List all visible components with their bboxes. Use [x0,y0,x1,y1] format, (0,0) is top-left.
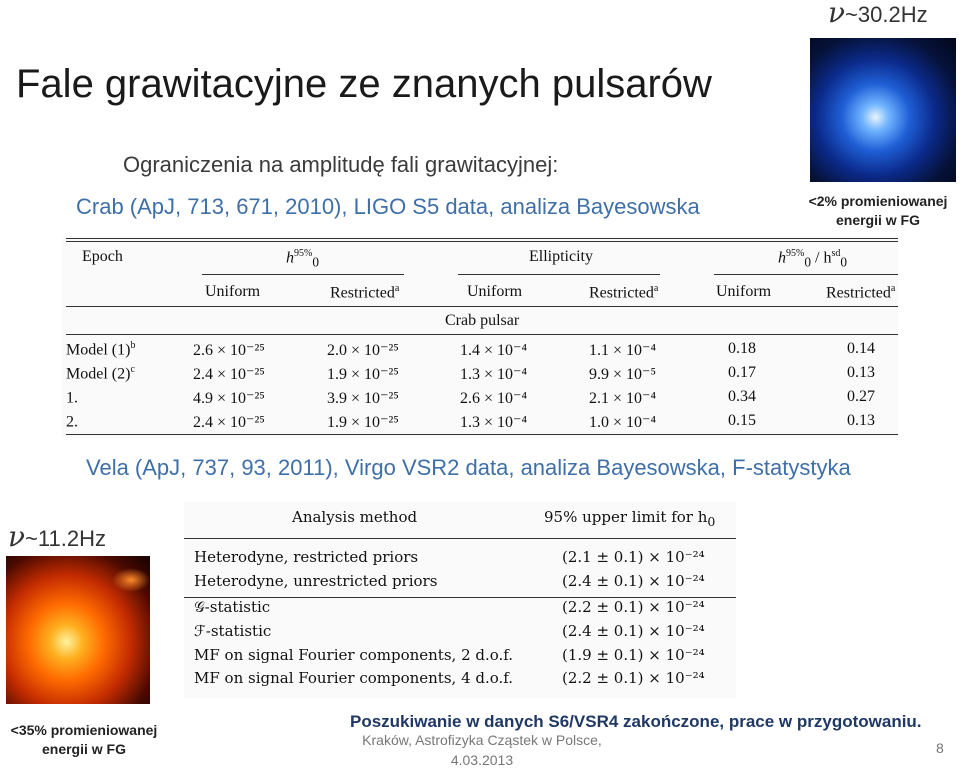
slide-title: Fale grawitacyjne ze znanych pulsarów [16,62,712,106]
h-sd-sub: 0 [840,254,848,270]
table-cell: 1.3 × 10⁻⁴ [460,414,528,431]
sub-uniform-1: Uniform [205,283,261,300]
section-crab-pulsar: Crab pulsar [445,312,520,329]
row-label-text: Model (2) [66,365,131,383]
table-cell: 0.15 [728,412,756,429]
crab-energy-note [790,192,960,230]
sub-rule-ratio [714,274,898,275]
restricted-label: Restricted [589,284,654,302]
section-rule [66,334,898,335]
crab-reference: Crab (ApJ, 713, 671, 2010), LIGO S5 data, analiza Bayesowska [76,194,700,219]
sub-restricted-2 [589,283,658,302]
sub-restricted-1 [330,283,399,302]
nu-symbol: ν [8,520,26,553]
sub-rule-h0 [202,274,404,275]
table-top-rule [66,238,898,239]
crab-frequency [828,0,928,29]
vela-reference: Vela (ApJ, 737, 93, 2011), Virgo VSR2 data, analiza Bayesowska, F-statystyka [86,455,851,480]
crab-pulsar-image [810,38,956,182]
method-cell: 𝒢-statistic [194,598,271,616]
h-sub: 0 [804,254,812,270]
row-label-text: Model (1) [66,341,131,359]
table-cell: 2.0 × 10⁻²⁵ [327,342,399,359]
table-cell: 2.6 × 10⁻⁴ [460,390,528,407]
table-cell: 1.4 × 10⁻⁴ [460,342,528,359]
vela-results-table [184,502,736,698]
method-cell: MF on signal Fourier components, 2 d.o.f. [194,646,514,664]
limit-cell: (1.9 ± 0.1) × 10⁻²⁴ [562,646,705,664]
col-epoch: Epoch [82,248,123,265]
table-bottom-rule [66,434,898,435]
table-cell: 0.13 [847,364,875,381]
slide-subtitle: Ograniczenia na amplitudę fali grawitacyjnej: [123,152,559,177]
table-cell: 1.9 × 10⁻²⁵ [327,366,399,383]
sub-uniform-3: Uniform [716,283,772,300]
h-sd-sup: sd [831,248,841,259]
page-number: 8 [936,740,944,756]
table-cell: 1.1 × 10⁻⁴ [589,342,657,359]
crab-frequency-value: ~30.2Hz [845,2,928,27]
upper-limit-label: 95% upper limit for h [544,508,708,526]
table-cell: 2.4 × 10⁻²⁵ [193,366,265,383]
vela-note-line-2: energii w FG [41,741,126,757]
restricted-label: Restricted [330,284,395,302]
table-cell: 3.9 × 10⁻²⁵ [327,390,399,407]
h-symbol: h [778,249,786,267]
table-top-rule-2 [66,241,898,242]
table-cell: 0.34 [728,388,756,405]
method-cell: ℱ-statistic [194,622,272,640]
row-label-text: 1. [66,389,78,407]
method-cell: Heterodyne, restricted priors [194,548,419,566]
row-label-sup: c [130,364,135,375]
table-cell: 9.9 × 10⁻⁵ [589,366,657,383]
header-rule [66,306,898,307]
crab-results-table [62,236,898,438]
sub-restricted-3 [826,283,895,302]
table-cell: 2.6 × 10⁻²⁵ [193,342,265,359]
table-cell: 1.3 × 10⁻⁴ [460,366,528,383]
ratio-slash: / h [811,249,832,267]
col-analysis-method: Analysis method [292,508,418,526]
upper-limit-sub: 0 [707,514,716,529]
vela-note-line-1: <35% promieniowanej [10,722,158,738]
row-label-text: 2. [66,413,78,431]
h-sup: 95% [294,248,313,259]
limit-cell: (2.4 ± 0.1) × 10⁻²⁴ [562,572,705,590]
footer-conference [346,730,618,770]
crab-note-line-1: <2% promieniowanej [808,193,948,209]
limit-cell: (2.2 ± 0.1) × 10⁻²⁴ [562,598,705,616]
footer-conference-line-1: Kraków, Astrofizyka Cząstek w Polsce, [362,732,602,748]
vela-frequency [8,520,106,553]
crab-note-line-2: energii w FG [835,212,920,228]
row-label [66,364,135,383]
h-symbol: h [286,249,294,267]
restricted-label: Restricted [826,284,891,302]
vela-jet-glow [112,568,150,592]
table-cell: 4.9 × 10⁻²⁵ [193,390,265,407]
table-cell: 1.9 × 10⁻²⁵ [327,414,399,431]
table-cell: 0.13 [847,412,875,429]
table-cell: 0.17 [728,364,756,381]
table-cell: 0.14 [847,340,875,357]
sub-rule-ellipticity [458,274,660,275]
restricted-sup: a [394,283,400,294]
vela-header-rule [184,538,736,539]
sub-uniform-2: Uniform [467,283,523,300]
vela-energy-note [0,721,168,759]
footer-conference-line-2: 4.03.2013 [450,752,514,768]
limit-cell: (2.4 ± 0.1) × 10⁻²⁴ [562,622,705,640]
h-sub: 0 [312,254,320,270]
vela-frequency-value: ~11.2Hz [25,526,106,551]
table-cell: 2.1 × 10⁻⁴ [589,390,657,407]
col-ellipticity: Ellipticity [529,248,593,265]
method-cell: MF on signal Fourier components, 4 d.o.f. [194,669,514,687]
row-label-sup: b [130,340,136,351]
limit-cell: (2.1 ± 0.1) × 10⁻²⁴ [562,548,705,566]
method-cell: Heterodyne, unrestricted priors [194,572,438,590]
col-upper-limit [544,508,715,529]
footer-summary: Poszukiwanie w danych S6/VSR4 zakończone, prace w przygotowaniu. [350,712,922,731]
nu-symbol: ν [828,0,846,29]
row-label [66,340,135,359]
table-cell: 1.0 × 10⁻⁴ [589,414,657,431]
col-h0 [286,248,319,271]
row-label [66,412,78,431]
limit-cell: (2.2 ± 0.1) × 10⁻²⁴ [562,669,705,687]
col-ratio [778,248,847,271]
restricted-sup: a [890,283,896,294]
table-cell: 0.27 [847,388,875,405]
table-cell: 2.4 × 10⁻²⁵ [193,414,265,431]
restricted-sup: a [653,283,659,294]
row-label [66,388,78,407]
table-cell: 0.18 [728,340,756,357]
h-sup: 95% [786,248,805,259]
